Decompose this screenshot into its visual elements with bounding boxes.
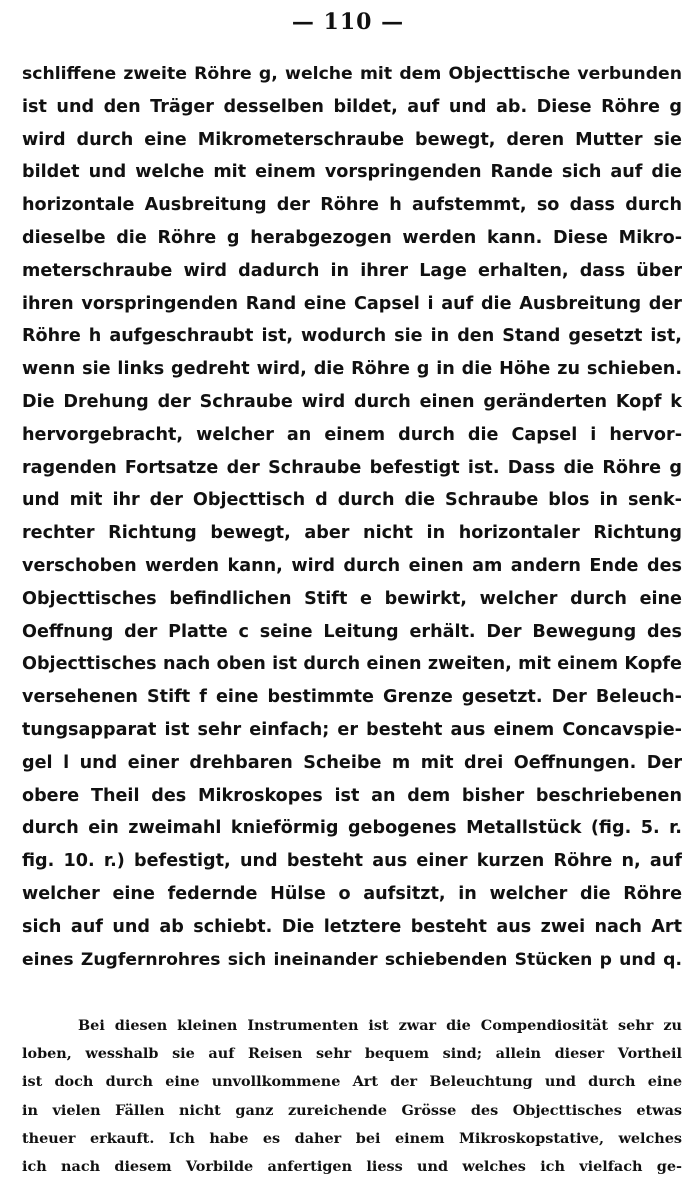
footnote-line: loben, wesshalb sie auf Reisen sehr bequem sind; allein dieser Vortheil	[22, 1045, 682, 1063]
body-text	[22, 58, 682, 976]
footnote-line: ist doch durch eine unvollkommene Art der Beleuchtung und durch eine	[22, 1073, 682, 1091]
body-line: ist und den Träger desselben bildet, auf und ab. Diese Röhre g	[22, 96, 682, 117]
footnote-line: in vielen Fällen nicht ganz zureichende Grösse des Objecttisches etwas	[22, 1101, 682, 1119]
body-line: gel l und einer drehbaren Scheibe m mit drei Oeffnungen. Der	[22, 752, 682, 773]
body-line: meterschraube wird dadurch in ihrer Lage erhalten, dass über	[22, 260, 682, 281]
page-number: — 110 —	[291, 9, 405, 35]
body-line: rechter Richtung bewegt, aber nicht in horizontaler Richtung	[22, 523, 682, 544]
body-line: hervorgebracht, welcher an einem durch die Capsel i hervor-	[22, 424, 682, 445]
body-line: ihren vorspringenden Rand eine Capsel i auf die Ausbreitung der	[22, 293, 682, 314]
footnote-text	[22, 1012, 682, 1181]
body-line: horizontale Ausbreitung der Röhre h aufstemmt, so dass durch	[22, 195, 682, 216]
footnote-line: ich nach diesem Vorbilde anfertigen liess und welches ich vielfach ge-	[22, 1157, 682, 1175]
body-line: Die Drehung der Schraube wird durch einen geränderten Kopf k	[22, 391, 682, 412]
footnote-line: Bei diesen kleinen Instrumenten ist zwar die Compendiosität sehr zu	[78, 1017, 682, 1034]
body-line: welcher eine federnde Hülse o aufsitzt, in welcher die Röhre	[22, 883, 682, 904]
body-line: schliffene zweite Röhre g, welche mit dem Objecttische verbunden	[22, 64, 682, 84]
body-line: eines Zugfernrohres sich ineinander schiebenden Stücken p und q.	[22, 949, 682, 970]
body-line: verschoben werden kann, wird durch einen am andern Ende des	[22, 555, 682, 576]
body-line: obere Theil des Mikroskopes ist an dem bisher beschriebenen	[22, 785, 682, 806]
body-line: dieselbe die Röhre g herabgezogen werden kann. Diese Mikro-	[22, 227, 682, 248]
body-line: sich auf und ab schiebt. Die letztere besteht aus zwei nach Art	[22, 916, 682, 937]
body-line: Oeffnung der Platte c seine Leitung erhält. Der Bewegung des	[22, 621, 682, 642]
body-line: tungsapparat ist sehr einfach; er besteht aus einem Concavspie-	[22, 719, 682, 740]
body-line: wenn sie links gedreht wird, die Röhre g in die Höhe zu schieben.	[22, 359, 682, 380]
body-line: Röhre h aufgeschraubt ist, wodurch sie in den Stand gesetzt ist,	[22, 326, 682, 347]
body-line: Objecttisches befindlichen Stift e bewirkt, welcher durch eine	[22, 588, 682, 609]
footnote-line: theuer erkauft. Ich habe es daher bei einem Mikroskopstative, welches	[22, 1129, 682, 1147]
body-line: und mit ihr der Objecttisch d durch die Schraube blos in senk-	[22, 490, 682, 511]
body-line: ragenden Fortsatze der Schraube befestigt ist. Dass die Röhre g	[22, 457, 682, 478]
body-line: fig. 10. r.) befestigt, und besteht aus einer kurzen Röhre n, auf	[22, 851, 682, 872]
body-line: wird durch eine Mikrometerschraube bewegt, deren Mutter sie	[22, 129, 682, 150]
body-line: durch ein zweimahl knieförmig gebogenes Metallstück (fig. 5. r.	[22, 818, 682, 839]
body-line: Objecttisches nach oben ist durch einen zweiten, mit einem Kopfe	[22, 654, 682, 675]
body-line: versehenen Stift f eine bestimmte Grenze gesetzt. Der Beleuch-	[22, 687, 682, 708]
body-line: bildet und welche mit einem vorspringenden Rande sich auf die	[22, 162, 682, 183]
